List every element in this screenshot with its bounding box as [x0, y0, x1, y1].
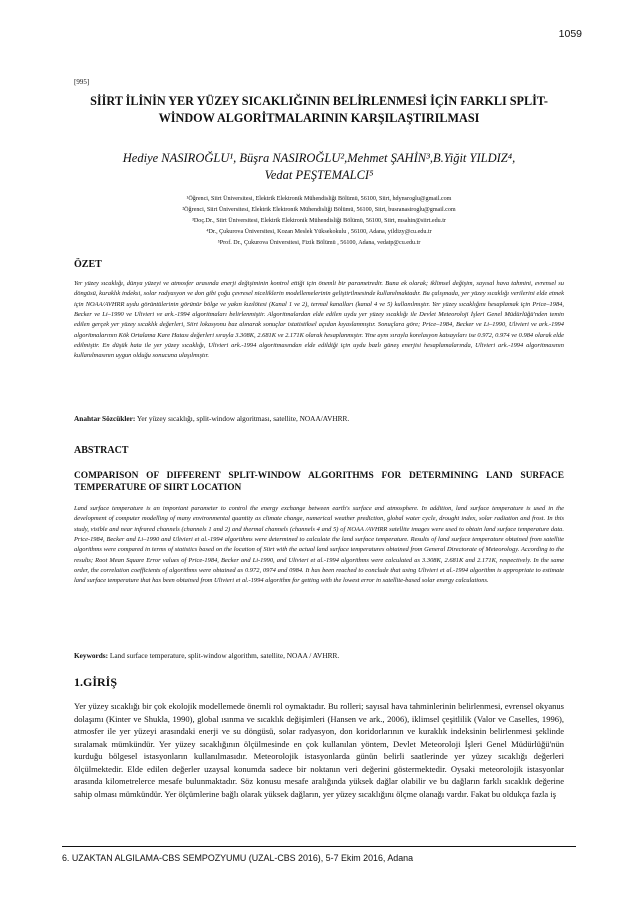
affiliation-4: ⁴Dr., Çukurova Üniversitesi, Kozan Meslek Yüksekokulu , 56100, Adana, yildizy@cu.edu.tr [206, 229, 432, 235]
affiliation-2: ²Öğrenci, Siirt Üniversitesi, Elektrik Elektronik Mühendisliği Bölümü, 56100, Siirt, busranasiroglu@gmail.com [182, 207, 456, 213]
intro-paragraph: Yer yüzey sıcaklığı bir çok ekolojik modellemede önemli rol oymaktadır. Bu rolleri; sayısal hava tahminlerinin belirlenmesi, evrensel okyanus dolaşımı (Kinter ve Shukla, 1990), global ısınma ve sıcaklık değişimleri (Hansen ve ark., 2006), iklimsel çeşitlilik (Valor ve Caselles, 1996), atmosfer ile yer yüzeyi arasındaki enerji ve su döngüsü, solar radyasyon, don koridorlarının ve kuraklık indeksinin belirlenmesi şeklinde sıralamak mümkündür. Yer yüzey sıcaklığının ölçülmesinde en çok kullanılan yöntem, Devlet Meteoroloji İşleri Genel Müdürlüğü'nün kurduğu bölgesel istasyonların kullanılmasıdır. Meteorolojik istasyonlarda günün belirli saatlerinde yer yüzey sıcaklığı değerleri ölçülmektedir. Elde edilen değerler uzaysal konumda sadece bir noktanın veri değerini göstermektedir. Oysaki meteorolojik istasyonlar arasında kilometrelerce mesafe bulunmaktadır. Söz konusu mesafe aralığında yüksek dağlar olabilir ve bu dağların farklı sıcaklık değerine sahip olması mümkündür. Yer ölçümlerine bağlı olarak yüksek dağların, yer yüzey sıcaklığını ölçme olanağı vardır. Fakat bu oldukça fazla iş [74, 701, 564, 799]
footer-text: 6. UZAKTAN ALGILAMA-CBS SEMPOZYUMU (UZAL-CBS 2016), 5-7 Ekim 2016, Adana [62, 853, 414, 863]
affiliations [74, 194, 564, 249]
anahtar-text: Yer yüzey sıcaklığı, split-window algoritması, satellite, NOAA/AVHRR. [135, 414, 350, 423]
keywords-label: Keywords: [74, 651, 109, 660]
authors-line-1: Hediye NASIROĞLU¹, Büşra NASIROĞLU²,Mehmet ŞAHİN³,B.Yiğit YILDIZ⁴, [122, 151, 516, 165]
author-list [74, 150, 564, 184]
abstract-heading: ABSTRACT [74, 445, 129, 456]
keywords [74, 651, 564, 661]
affiliation-5: ⁵Prof. Dr., Çukurova Üniversitesi, Fizik Bölümü , 56100, Adana, vedatp@cu.edu.tr [217, 240, 421, 246]
anahtar-label: Anahtar Sözcükler: [74, 414, 136, 423]
authors-line-2: Vedat PEŞTEMALCI⁵ [264, 168, 374, 182]
ozet-heading: ÖZET [74, 259, 102, 270]
paper-title: SİİRT İLİNİN YER YÜZEY SICAKLIĞININ BELİRLENMESİ İÇİN FARKLI SPLİT-WİNDOW ALGORİTMALARININ KARŞILAŞTIRILMASI [90, 94, 548, 125]
anahtar-sozcukler [74, 414, 564, 424]
ozet-paragraph: Yer yüzey sıcaklığı, dünya yüzeyi ve atmosfer arasında enerji değişiminin kontrol ettiği için önemli bir parametredir. Buna ek olarak; iklimsel değişim, sayısal hava tahmini, evrensel su döngüsü, kuraklık indeksi, solar radyasyon ve don gibi çoğu çevresel niceliklerin modellemelerinin geliştirilmesinde kullanılmaktadır. Bu çalışmada, yer yüzey sıcaklığı verilerini elde etmek için NOAA/AVHRR uydu görüntülerinin görünür bölge ve yakın kızılötesi (Kanal 1 ve 2), termal kanalları (kanal 4 ve 5) kullanılmıştır. Yer yüzey sıcaklığını hesaplamak için Price–1984, Becker ve Li–1990 ve Ulivieri ve ark.-1994 algoritmaları belirlenmiştir. Algoritmalardan elde edilen uydu yer yüzey sıcaklığı ile Devlet Meteoroloji İşleri Genel Müdürlüğü'nden temin edilen gerçek yer yüzey sıcaklık değerleri, Siirt lokasyonu baz alınarak sonuçlar istatistiksel açıdan kıyaslanmıştır. Sonuçlara göre; Price–1984, Becker ve Li–1990, Ulivieri ve ark.-1994 algoritmalarının Kök Ortalama Kare Hatası değerleri sırayla 3.308K, 2.681K ve 2.171K olarak hesaplanmıştır. Yine aynı sırayla korelasyon katsayıları ise 0.972, 0.974 ve 0.984 olarak elde edilmiştir. En düşük hata ile yer yüzey sıcaklığı, Ulivieri ark.-1994 algoritmasından elde edildiği için uydu bazlı güneş enerjisi hesaplamalarında, Ulivieri ark.-1994 algoritmasının kullanılmasının uygun olduğu sonucuna ulaşılmıştır. [74, 280, 564, 360]
footer-divider [62, 846, 576, 847]
affiliation-1: ¹Öğrenci, Siirt Üniversitesi, Elektrik Elektronik Mühendisliği Bölümü, 56100, Siirt, hdynsroglu@gmail.com [186, 196, 452, 202]
keywords-text: Land surface temperature, split-window algorithm, satellite, NOAA / AVHRR. [108, 651, 340, 660]
abstract-paragraph: Land surface temperature is an important parameter to control the energy exchange between earth's surface and atmosphere. In addition, land surface temperature is used in the development of computer modelling of many environmental quantity as climate change, numerical weather prediction, global water cycle, drought index, solar radiation and frost. In this study, visible and near infrared channels (channels 1 and 2) and thermal channels (channels 4 and 5) of NOAA /AVHRR satellite images were used to obtain land surface temperature data. Price-1984, Becker and Li–1990 and Ulivieri et al.-1994 algorithms were determined to calculate the land surface temperature. Results of land surface temperature obtained from satellite algorithms were compared in terms of statistics based on the location of Siirt with the actual land surface temperatures obtained from General Directorate of Meteorology. According to the results; Root Mean Square Error values of Price-1984, Becker and Li-1990, and Ulivieri et al.-1994 algorithms were calculated as 3.308K, 2.681K and 2.171K, respectively. In the same order, the correlation coefficients of algorithms were obtained as 0.972, 0974 and 0984. It has been reached to conclude that using Ulivieri et al.-1994 algorithm is appropriate to estimate land surface temperature that has been obtained from Ulivieri et al.-1994 algorithm for getting with the lowest error in satellite-based solar energy calculations. [74, 505, 564, 585]
intro-heading: 1.GİRİŞ [74, 675, 118, 689]
abstract-title: COMPARISON OF DIFFERENT SPLIT-WINDOW ALGORITHMS FOR DETERMINING LAND SURFACE TEMPERATURE OF SIIRT LOCATION [74, 471, 564, 493]
affiliation-3: ³Doç.Dr., Siirt Üniversitesi, Elektrik Elektronik Mühendisliği Bölümü, 56100, Siirt, msahin@siirt.edu.tr [192, 218, 446, 224]
paper-id: [995] [74, 78, 90, 86]
page-number: 1059 [558, 28, 582, 40]
